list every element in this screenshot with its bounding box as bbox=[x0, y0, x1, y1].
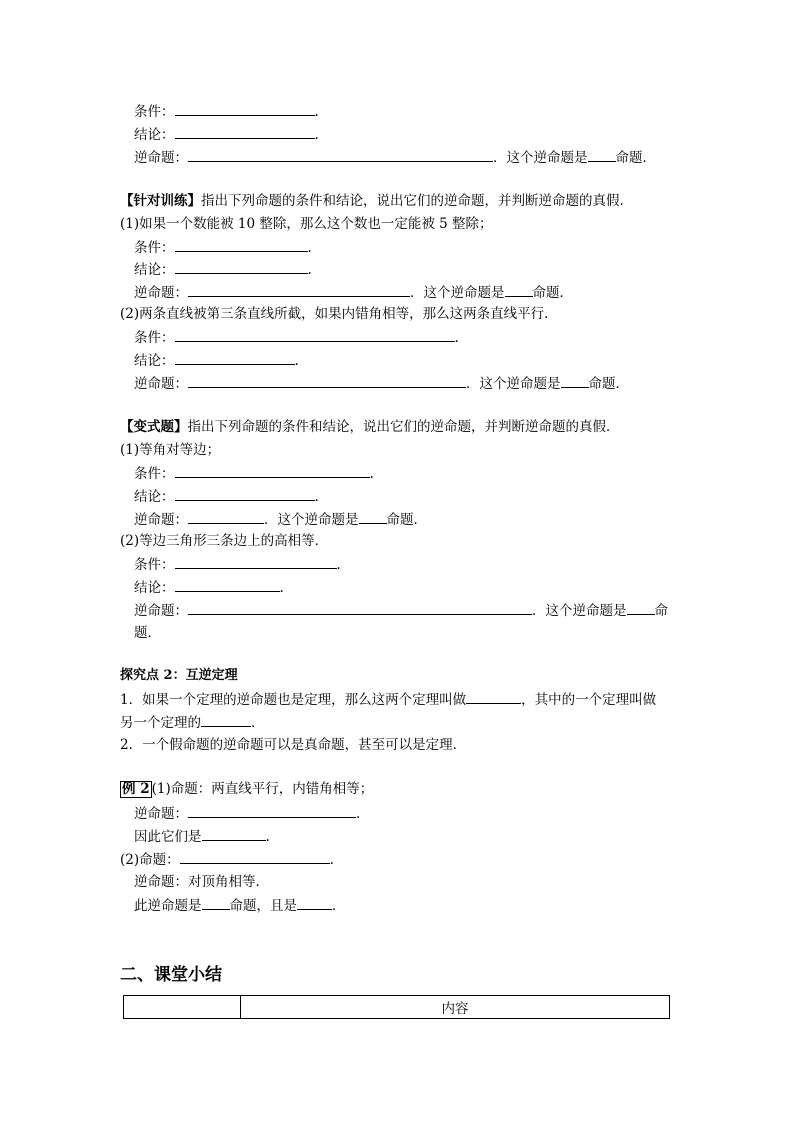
concl-line-4: 结论： . bbox=[134, 580, 284, 596]
converse-line-2: 逆命题： ．这个逆命题是 命题． bbox=[134, 376, 629, 392]
concl-blank[interactable] bbox=[175, 579, 280, 592]
concl-line-3: 结论： . bbox=[134, 489, 319, 505]
explore-title: 探究点 2：互逆定理 bbox=[120, 668, 238, 683]
converse-label: 逆命题： bbox=[134, 150, 188, 166]
relation-blank[interactable] bbox=[202, 828, 266, 841]
converse-blank[interactable] bbox=[188, 149, 493, 162]
converse-line-4-wrap: 题． bbox=[134, 625, 161, 641]
cond-line-3: 条件： . bbox=[134, 466, 374, 482]
truth-blank[interactable] bbox=[627, 602, 655, 615]
variant-heading: 【变式题】指出下列命题的条件和结论，说出它们的逆命题，并判断逆命题的真假． bbox=[120, 419, 620, 435]
example-part-2: (2)命题： . bbox=[120, 852, 334, 868]
concl-label: 结论： bbox=[134, 127, 175, 143]
converse-line-3: 逆命题： ．这个逆命题是 命题． bbox=[134, 512, 427, 528]
cond-blank[interactable] bbox=[175, 465, 370, 478]
converse-blank[interactable] bbox=[188, 602, 532, 615]
type-blank[interactable] bbox=[297, 897, 332, 910]
concl-line-0: 结论： . bbox=[134, 127, 319, 143]
example-tag: 例 2 bbox=[122, 781, 150, 797]
explore-p1-cont: 另一个定理的 ． bbox=[120, 715, 265, 731]
summary-col2-header: 内容 bbox=[241, 996, 670, 1019]
variant-tag: 【变式题】 bbox=[120, 419, 188, 435]
training-item-1: (1)如果一个数能被 10 整除，那么这个数也一定能被 5 整除； bbox=[120, 216, 493, 232]
cond-line-4: 条件： . bbox=[134, 557, 341, 573]
cond-blank[interactable] bbox=[175, 103, 315, 116]
truth-blank[interactable] bbox=[202, 897, 230, 910]
term-blank-2[interactable] bbox=[201, 714, 251, 727]
example-part-1: 例 2 (1)命题：两直线平行，内错角相等； bbox=[122, 781, 374, 797]
variant-item-1: (1)等角对等边； bbox=[120, 442, 221, 458]
variant-item-2: (2)等边三角形三条边上的高相等． bbox=[120, 533, 329, 549]
concl-blank[interactable] bbox=[175, 126, 315, 139]
example-part-2-converse: 逆命题：对顶角相等． bbox=[134, 874, 269, 890]
example-converse-line: 逆命题： . bbox=[134, 806, 361, 822]
truth-blank[interactable] bbox=[588, 149, 616, 162]
example-therefore-line: 因此它们是 . bbox=[134, 829, 270, 845]
training-tag: 【针对训练】 bbox=[120, 193, 201, 209]
explore-p2: 2．一个假命题的逆命题可以是真命题，甚至可以是定理． bbox=[120, 737, 467, 753]
cond-blank[interactable] bbox=[175, 329, 455, 342]
truth-blank[interactable] bbox=[505, 284, 533, 297]
cond-line-0: 条件： . bbox=[134, 104, 319, 120]
section-title: 二、课堂小结 bbox=[120, 965, 222, 985]
explore-p1: 1．如果一个定理的逆命题也是定理，那么这两个定理叫做 ，其中的一个定理叫做 bbox=[120, 692, 657, 708]
converse-line-1: 逆命题： ．这个逆命题是 命题． bbox=[134, 285, 573, 301]
cond-label: 条件： bbox=[134, 104, 175, 120]
table-row bbox=[124, 996, 670, 1019]
truth-blank[interactable] bbox=[561, 375, 589, 388]
converse-blank[interactable] bbox=[188, 284, 410, 297]
concl-line-2: 结论： . bbox=[134, 353, 299, 369]
proposition-blank[interactable] bbox=[180, 851, 330, 864]
converse-line-0: 逆命题： ．这个逆命题是 命题． bbox=[134, 150, 656, 166]
training-heading: 【针对训练】指出下列命题的条件和结论，说出它们的逆命题，并判断逆命题的真假． bbox=[120, 193, 633, 209]
truth-blank[interactable] bbox=[359, 511, 387, 524]
converse-blank[interactable] bbox=[188, 375, 466, 388]
summary-table bbox=[123, 995, 670, 1019]
summary-col1-header bbox=[124, 996, 241, 1019]
concl-blank[interactable] bbox=[175, 488, 315, 501]
concl-blank[interactable] bbox=[175, 261, 308, 274]
converse-blank[interactable] bbox=[188, 805, 356, 818]
term-blank-1[interactable] bbox=[466, 691, 521, 704]
cond-line-1: 条件： . bbox=[134, 240, 312, 256]
converse-blank[interactable] bbox=[188, 511, 264, 524]
concl-line-1: 结论： . bbox=[134, 262, 312, 278]
cond-blank[interactable] bbox=[175, 239, 308, 252]
converse-line-4: 逆命题： ．这个逆命题是 命 bbox=[134, 603, 668, 619]
concl-blank[interactable] bbox=[175, 352, 295, 365]
example-conclusion: 此逆命题是 命题，且是 ． bbox=[134, 898, 346, 914]
training-item-2: (2)两条直线被第三条直线所截，如果内错角相等，那么这两条直线平行． bbox=[120, 306, 558, 322]
cond-line-2: 条件： . bbox=[134, 330, 459, 346]
cond-blank[interactable] bbox=[175, 556, 337, 569]
